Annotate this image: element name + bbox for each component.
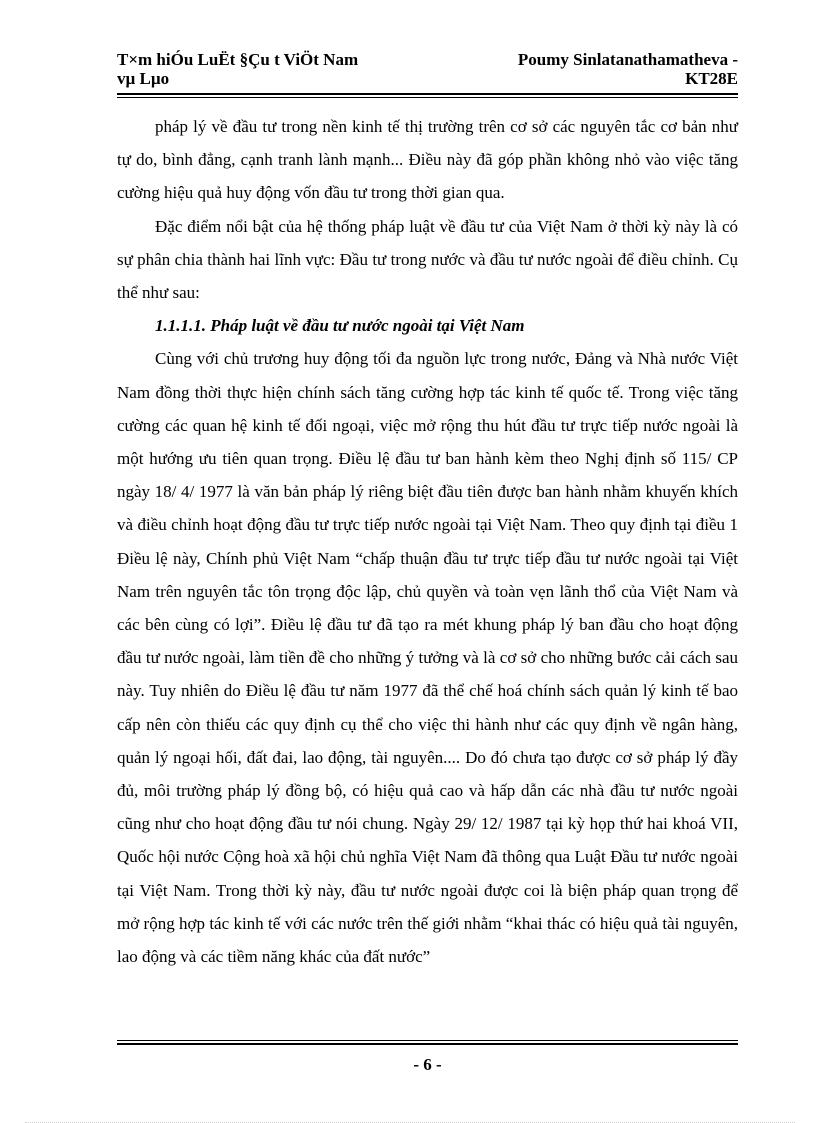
- paragraph-1: pháp lý về đầu tư trong nền kinh tế thị trường trên cơ sở các nguyên tắc cơ bản như tự do, bình đẳng, cạnh tranh lành mạnh... Điều này đã góp phần không nhỏ vào việc tăng cường hiệu quả huy động vốn đầu tư trong thời gian qua.: [117, 117, 738, 203]
- header-title-line-1: T×m hiÓu LuËt §Çu t ViÖt Nam: [117, 50, 359, 69]
- header-rule-thick: [117, 93, 738, 95]
- section-heading: 1.1.1.1. Pháp luật về đầu tư nước ngoài tại Việt Nam: [155, 316, 525, 336]
- footer-rule-thin: [117, 1040, 738, 1041]
- page-header: [117, 50, 738, 92]
- header-author-line-1: Poumy Sinlatanathamatheva -: [517, 50, 738, 69]
- header-author-line-2: KT28E: [685, 69, 738, 88]
- footer-rule-thick: [117, 1043, 738, 1045]
- header-title-line-2: vµ Lµo: [117, 69, 170, 88]
- document-body: [117, 110, 738, 973]
- page-number: - 6 -: [413, 1055, 442, 1074]
- paragraph-2: Đặc điểm nổi bật của hệ thống pháp luật về đầu tư của Việt Nam ở thời kỳ này là có sự phân chia thành hai lĩnh vực: Đầu tư trong nước và đầu tư nước ngoài để điều chỉnh. Cụ thể như sau:: [117, 216, 738, 303]
- header-author: [418, 50, 738, 88]
- paragraph-3: Cùng với chủ trương huy động tối đa nguồn lực trong nước, Đảng và Nhà nước Việt Nam đồng thời thực hiện chính sách tăng cường hợp tác kinh tế quốc tế. Trong việc tăng cường các quan hệ kinh tế đối ngoại, việc mở rộng thu hút đầu tư trực tiếp nước ngoài là một hướng ưu tiên quan trọng. Điều lệ đầu tư ban hành kèm theo Nghị định số 115/ CP ngày 18/ 4/ 1977 là văn bản pháp lý riêng biệt đầu tiên được ban hành nhằm khuyến khích và điều chỉnh hoạt động đầu tư trực tiếp nước ngoài tại Việt Nam. Theo quy định tại điều 1 Điều lệ này, Chính phủ Việt Nam “chấp thuận đầu tư trực tiếp đầu tư nước ngoài tại Việt Nam trên nguyên tắc tôn trọng độc lập, chủ quyền và toàn vẹn lãnh thổ của Việt Nam và các bên cùng có lợi”. Điều lệ đầu tư đã tạo ra mét khung pháp lý ban đầu cho hoạt động đầu tư nước ngoài, làm tiền đề cho những ý tưởng và là cơ sở cho những bước cải cách sau này. Tuy nhiên do Điều lệ đầu tư năm 1977 đã thể chế hoá chính sách quản lý kinh tế bao cấp nên còn thiếu các quy định cụ thể cho việc thi hành như các quy định về ngân hàng, quản lý ngoại hối, đất đai, lao động, tài nguyên.... Do đó chưa tạo được cơ sở pháp lý đầy đủ, môi trường pháp lý đồng bộ, có hiệu quả cao và hấp dẫn các nhà đầu tư nước ngoài cũng như cho hoạt động đầu tư nói chung. Ngày 29/ 12/ 1987 tại kỳ họp thứ hai khoá VII, Quốc hội nước Cộng hoà xã hội chủ nghĩa Việt Nam đã thông qua Luật Đầu tư nước ngoài tại Việt Nam. Trong thời kỳ này, đầu tư nước ngoài được coi là biện pháp quan trọng để mở rộng hợp tác kinh tế với các nước trên thế giới nhằm “khai thác có hiệu quả tài nguyên, lao động và các tiềm năng khác của đất nước”: [117, 349, 738, 967]
- header-rule-thin: [117, 97, 738, 98]
- header-document-title: [117, 50, 417, 88]
